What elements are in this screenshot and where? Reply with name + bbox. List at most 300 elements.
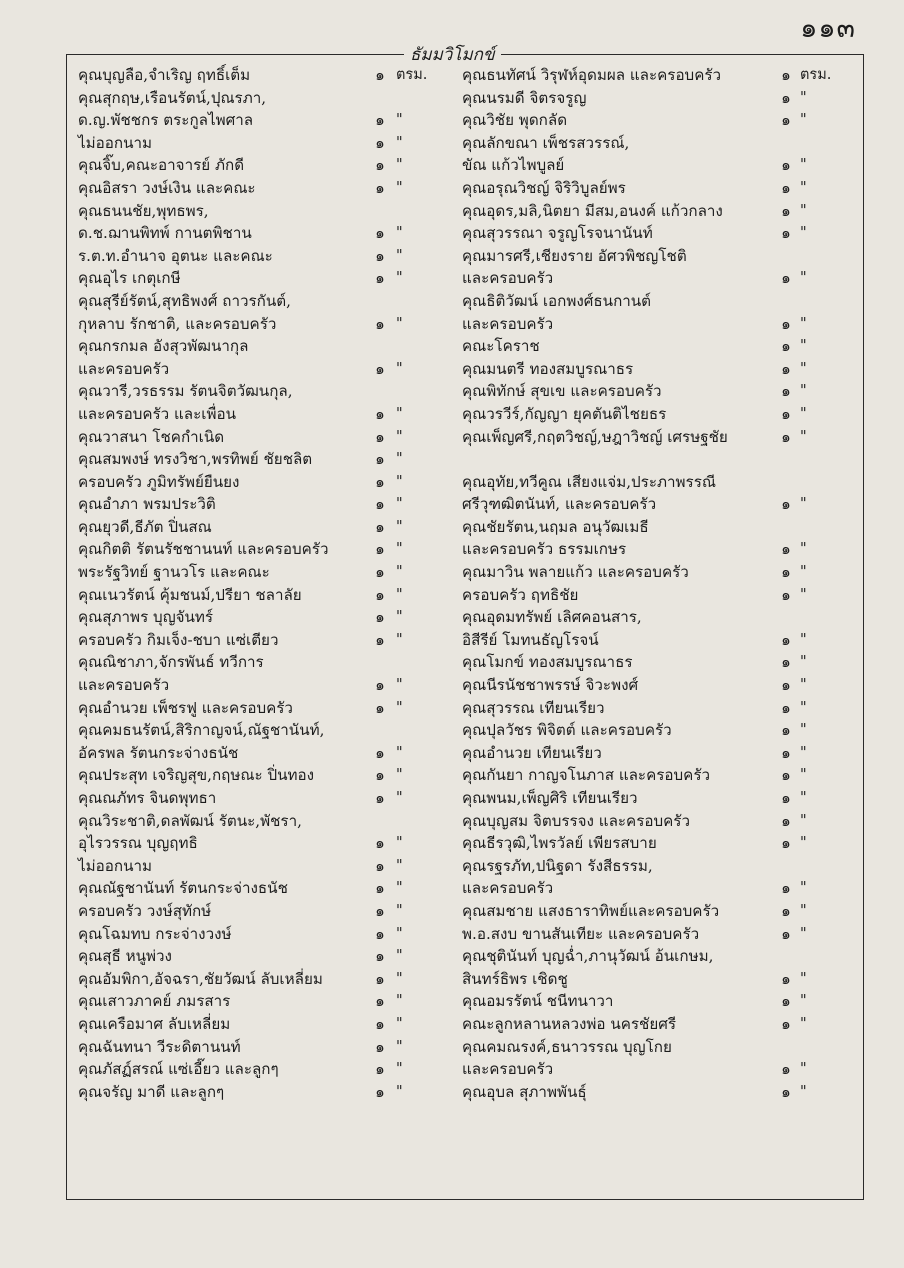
- donation-unit: ": [800, 744, 807, 761]
- donation-unit: ": [396, 496, 403, 513]
- donor-row: [462, 1058, 854, 1081]
- donor-name: อัครพล รัตนกระจ่างธนัช: [78, 743, 239, 762]
- donation-unit: ": [800, 586, 807, 603]
- donation-unit: ": [800, 202, 807, 219]
- donation-amount: ๑: [781, 156, 791, 175]
- donation-amount: ๑: [781, 201, 791, 220]
- donor-name: คุณรฐรภัท,ปนิฐดา รังสีธรรม,: [462, 856, 653, 875]
- donation-unit: ": [396, 541, 403, 558]
- donation-amount: ๑: [375, 834, 385, 853]
- donation-unit: ": [396, 518, 403, 535]
- donation-unit: ": [396, 360, 403, 377]
- donation-amount: ๑: [375, 404, 385, 423]
- donation-unit: ": [396, 1038, 403, 1055]
- donation-unit: ": [800, 496, 807, 513]
- donation-unit: ": [800, 383, 807, 400]
- donation-amount: ๑: [781, 337, 791, 356]
- donation-amount: ๑: [375, 1060, 385, 1079]
- donor-row: [462, 290, 854, 313]
- donor-row: [462, 742, 854, 765]
- donor-row: [462, 900, 854, 923]
- donor-name: คุณโมกข์ ทองสมบูรณาธร: [462, 653, 633, 672]
- donation-unit: ": [800, 89, 807, 106]
- donor-name: พ.อ.สงบ ขานสันเทียะ และครอบครัว: [462, 924, 700, 943]
- donation-amount: ๑: [375, 517, 385, 536]
- donation-unit: ": [396, 1061, 403, 1078]
- donor-row: [78, 245, 460, 268]
- donor-row: [462, 855, 854, 878]
- donor-name: คุณเครือมาศ ลับเหลี่ยม: [78, 1014, 231, 1033]
- donor-row: [78, 380, 460, 403]
- donor-name: คุณอุไร เกตุเกษี: [78, 269, 181, 288]
- donor-name: คุณสมชาย แสงธาราทิพย์และครอบครัว: [462, 901, 720, 920]
- donor-name: คุณสุวรรณ เทียนเรียว: [462, 698, 605, 717]
- donor-name: คุณวาสนา โชคกำเนิด: [78, 427, 225, 446]
- donor-row: [462, 471, 854, 494]
- donation-unit: ": [396, 1015, 403, 1032]
- donation-unit: ": [396, 744, 403, 761]
- donor-name: คุณณิชาภา,จักรพันธ์ ทวีการ: [78, 653, 264, 672]
- donor-row: [462, 1036, 854, 1059]
- donor-row: [78, 313, 460, 336]
- donation-amount: ๑: [375, 472, 385, 491]
- donation-amount: ๑: [781, 359, 791, 378]
- donation-amount: ๑: [375, 246, 385, 265]
- donation-unit: ": [800, 157, 807, 174]
- donor-name: ขัณ แก้วไพบูลย์: [462, 156, 565, 175]
- donation-amount: ๑: [375, 540, 385, 559]
- donor-row: [78, 538, 460, 561]
- donation-unit: ": [396, 970, 403, 987]
- donor-row: [78, 200, 460, 223]
- donor-row: [462, 245, 854, 268]
- donor-name: คุณประสุท เจริญสุข,กฤษณะ ปิ่นทอง: [78, 766, 315, 785]
- donation-amount: ๑: [375, 585, 385, 604]
- section-title: ธัมมวิโมกข์: [404, 41, 501, 68]
- donor-row: [462, 606, 854, 629]
- donor-name: ครอบครัว วงษ์สุทักษ์: [78, 901, 212, 920]
- donation-unit: ": [800, 225, 807, 242]
- donation-unit: ": [800, 1083, 807, 1100]
- donation-amount: ๑: [375, 269, 385, 288]
- donor-name: คุณภัสฏ์สรณ์ แซ่เอี๊ยว และลูกๆ: [78, 1060, 279, 1079]
- donation-amount: ๑: [375, 359, 385, 378]
- donor-row: [78, 584, 460, 607]
- donor-name: คุณณัฐชานันท์ รัตนกระจ่างธนัช: [78, 879, 288, 898]
- donor-row: [462, 313, 854, 336]
- donor-name: คุณมนตรี ทองสมบูรณาธร: [462, 359, 634, 378]
- donor-name: คณะโคราช: [462, 337, 540, 356]
- donation-amount: ๑: [781, 924, 791, 943]
- donor-row: [78, 177, 460, 200]
- donor-row: [462, 177, 854, 200]
- donor-name: คุณอรุณวิชญ์ จิริวิบูลย์พร: [462, 178, 626, 197]
- donation-unit: ": [396, 857, 403, 874]
- donation-amount: ๑: [781, 1060, 791, 1079]
- donor-row: [462, 968, 854, 991]
- donor-name: คุณกันยา กาญจโนภาส และครอบครัว: [462, 766, 710, 785]
- donation-unit: ": [800, 767, 807, 784]
- donation-unit: ตรม.: [396, 67, 428, 83]
- donation-amount: ๑: [375, 1082, 385, 1101]
- donor-row: [462, 538, 854, 561]
- donation-unit: ": [396, 677, 403, 694]
- donor-row: [462, 516, 854, 539]
- donor-name: คุณธิติวัฒน์ เอกพงศ์ธนกานต์: [462, 291, 652, 310]
- donation-unit: ": [800, 338, 807, 355]
- donation-unit: ": [800, 722, 807, 739]
- donor-row: [78, 719, 460, 742]
- donor-name: คุณธีรวุฒิ,ไพรวัลย์ เพียรสบาย: [462, 834, 657, 853]
- donation-unit: ": [800, 270, 807, 287]
- donation-amount: ๑: [375, 608, 385, 627]
- donation-unit: ": [800, 541, 807, 558]
- donation-amount: ๑: [781, 766, 791, 785]
- donor-row: [78, 787, 460, 810]
- donation-unit: ": [396, 473, 403, 490]
- donor-row: [462, 674, 854, 697]
- donation-amount: ๑: [781, 563, 791, 582]
- donation-amount: ๑: [781, 427, 791, 446]
- donation-unit: ": [396, 247, 403, 264]
- donor-row: [78, 109, 460, 132]
- donation-amount: ๑: [781, 879, 791, 898]
- donor-name: ครอบครัว ภูมิทรัพย์ยืนยง: [78, 472, 240, 491]
- donor-row: [78, 674, 460, 697]
- donor-row: [78, 64, 460, 87]
- donor-name: และครอบครัว: [78, 359, 170, 378]
- donation-unit: ": [396, 179, 403, 196]
- donor-name: คุณนรมดี จิตรจรูญ: [462, 88, 587, 107]
- donation-unit: ": [800, 677, 807, 694]
- donation-amount: ๑: [781, 269, 791, 288]
- donation-unit: ": [800, 970, 807, 987]
- donation-unit: ": [396, 699, 403, 716]
- donor-name: อิสีรีย์ โมทนธัญโรจน์: [462, 630, 599, 649]
- donation-unit: ": [800, 880, 807, 897]
- donation-amount: ๑: [375, 766, 385, 785]
- donation-unit: ": [800, 812, 807, 829]
- donor-row: [78, 945, 460, 968]
- donor-name: คุณพนม,เพ็ญศิริ เทียนเรียว: [462, 789, 638, 807]
- donation-amount: ๑: [781, 834, 791, 853]
- donor-name: คุณนีรนัชชาพรรษ์ จิวะพงศ์: [462, 676, 639, 695]
- donation-unit: ": [800, 835, 807, 852]
- donation-unit: ": [800, 925, 807, 942]
- donation-amount: ๑: [375, 1037, 385, 1056]
- donor-row: [462, 200, 854, 223]
- donation-amount: ๑: [781, 676, 791, 695]
- donation-amount: ๑: [781, 811, 791, 830]
- donor-row: [78, 87, 460, 110]
- donation-amount: ๑: [375, 743, 385, 762]
- donor-row: [78, 358, 460, 381]
- donor-name: และครอบครัว: [462, 269, 554, 288]
- donor-name: คุณฉันทนา วีระดิตานนท์: [78, 1037, 241, 1056]
- donor-name: ศรีวุฑฒิตนันท์, และครอบครัว: [462, 495, 657, 514]
- donor-name: คุณยุวดี,ธีภัต ปิ่นสณ: [78, 517, 212, 536]
- donor-name: คุณสุธี หนูพ่วง: [78, 947, 172, 966]
- donor-row: [78, 290, 460, 313]
- donor-row: [462, 426, 854, 449]
- donor-row: [78, 493, 460, 516]
- donor-name: ไม่ออกนาม: [78, 856, 153, 875]
- donor-row: [462, 335, 854, 358]
- donor-row: [462, 154, 854, 177]
- donor-row: [78, 764, 460, 787]
- donation-amount: ๑: [781, 721, 791, 740]
- donation-unit: ": [800, 1061, 807, 1078]
- donor-row: [78, 335, 460, 358]
- donor-name: คุณพิทักษ์ สุขเข และครอบครัว: [462, 382, 662, 401]
- donor-row: [78, 697, 460, 720]
- donor-name: คุณสุกฤษ,เรือนรัตน์,ปุณรภา,: [78, 88, 267, 107]
- donor-name: คุณสุรีย์รัตน์,สุทธิพงศ์ ถาวรกันต์,: [78, 291, 291, 310]
- donation-amount: ๑: [781, 1014, 791, 1033]
- donor-name: คุณธนทัศน์ วิรุฬห์อุดมผล และครอบครัว: [462, 66, 722, 84]
- donor-row: [462, 945, 854, 968]
- donor-name: คุณอิสรา วงษ์เงิน และคณะ: [78, 178, 256, 197]
- donor-name: ไม่ออกนาม: [78, 133, 153, 152]
- donation-amount: ๑: [375, 133, 385, 152]
- donor-name: คุณเสาวภาคย์ ภมรสาร: [78, 992, 231, 1011]
- donor-name: ครอบครัว กิมเจ็ง-ชบา แซ่เตียว: [78, 630, 279, 649]
- donation-amount: ๑: [781, 653, 791, 672]
- donor-row: [462, 64, 854, 87]
- donor-name: และครอบครัว: [462, 314, 554, 333]
- donor-row: [462, 810, 854, 833]
- donor-row: [462, 448, 854, 471]
- right-donor-column: [462, 64, 854, 1103]
- donor-row: [78, 810, 460, 833]
- page-number: ๑๑๓: [800, 13, 856, 44]
- donor-name: คุณอุดมทรัพย์ เลิศคอนสาร,: [462, 608, 642, 627]
- left-donor-column: [78, 64, 460, 1103]
- donation-unit: ": [800, 179, 807, 196]
- donation-amount: ๑: [781, 382, 791, 401]
- donor-row: [462, 267, 854, 290]
- donor-row: [462, 1013, 854, 1036]
- donation-unit: ": [396, 586, 403, 603]
- donation-unit: ": [800, 631, 807, 648]
- donation-unit: ": [800, 699, 807, 716]
- donation-unit: ": [396, 1083, 403, 1100]
- donor-row: [462, 764, 854, 787]
- donor-name: คุณธนนชัย,พุทธพร,: [78, 201, 209, 220]
- donor-name: คุณมารศรี,เชียงราย อัศวพิชญโชติ: [462, 246, 687, 265]
- donor-name: คุณอุบล สุภาพพันธุ์: [462, 1082, 587, 1101]
- donation-unit: ": [800, 405, 807, 422]
- donation-unit: ": [800, 315, 807, 332]
- donor-row: [462, 832, 854, 855]
- donor-row: [462, 697, 854, 720]
- donation-amount: ๑: [375, 879, 385, 898]
- donor-name: คุณเนวรัตน์ คุ้มชนม์,ปรียา ชลาลัย: [78, 585, 302, 604]
- donor-row: [78, 448, 460, 471]
- donation-amount: ๑: [375, 450, 385, 469]
- donation-amount: ๑: [781, 630, 791, 649]
- donation-unit: ": [396, 925, 403, 942]
- donation-amount: ๑: [375, 676, 385, 695]
- donation-amount: ๑: [781, 969, 791, 988]
- donor-row: [462, 923, 854, 946]
- donor-name: คุณสุวรรณา จรูญโรจนานันท์: [462, 224, 653, 243]
- donation-amount: ๑: [781, 901, 791, 920]
- donor-row: [462, 132, 854, 155]
- donor-row: [78, 877, 460, 900]
- donor-row: [462, 222, 854, 245]
- donor-name: ด.ญ.พัชชกร ตระกูลไพศาล: [78, 111, 254, 130]
- donor-name: คุณบุญลือ,จำเริญ ฤทธิ์เต็ม: [78, 66, 251, 84]
- donor-name: พระรัฐวิทย์ ฐานวโร และคณะ: [78, 563, 270, 582]
- donation-amount: ๑: [781, 698, 791, 717]
- donation-unit: ": [396, 157, 403, 174]
- donor-row: [78, 222, 460, 245]
- donation-amount: ๑: [375, 630, 385, 649]
- donor-name: ด.ช.ฌานพิทพ์ กานตพิชาน: [78, 224, 252, 243]
- donor-row: [462, 403, 854, 426]
- donor-row: [78, 855, 460, 878]
- donation-amount: ๑: [375, 1014, 385, 1033]
- donor-row: [78, 426, 460, 449]
- donor-row: [462, 87, 854, 110]
- donor-name: คุณจรัญ มาดี และลูกๆ: [78, 1082, 225, 1101]
- donation-amount: ๑: [375, 178, 385, 197]
- donor-name: คุณชุตินันท์ บุญฉ่ำ,ภานุวัฒน์ อ้นเกษม,: [462, 947, 714, 966]
- donor-row: [78, 1081, 460, 1104]
- donation-amount: ๑: [375, 66, 385, 84]
- donation-amount: ๑: [375, 901, 385, 920]
- donor-name: คุณลักขณา เพ็ชรสวรรณ์,: [462, 133, 630, 152]
- donation-unit: ": [396, 315, 403, 332]
- donation-unit: ": [396, 225, 403, 242]
- donor-row: [78, 742, 460, 765]
- donor-row: [462, 109, 854, 132]
- donor-row: [78, 651, 460, 674]
- donor-row: [78, 629, 460, 652]
- donation-unit: ": [396, 134, 403, 151]
- donor-row: [78, 1013, 460, 1036]
- donor-name: คุณสุภาพร บุญจันทร์: [78, 608, 214, 627]
- donor-row: [462, 787, 854, 810]
- donor-name: คุณอุดร,มลิ,นิตยา มีสม,อนงค์ แก้วกลาง: [462, 201, 723, 220]
- donor-row: [78, 267, 460, 290]
- donor-name: คุณคมธนรัตน์,สิริกาญจน์,ณัฐชานันท์,: [78, 721, 325, 740]
- donation-unit: ": [800, 902, 807, 919]
- donor-row: [462, 493, 854, 516]
- donor-row: [462, 651, 854, 674]
- donor-name: และครอบครัว: [462, 1060, 554, 1079]
- donor-name: และครอบครัว ธรรมเกษร: [462, 540, 627, 559]
- donor-name: คุณชัยรัตน,นฤมล อนุวัฒเมธี: [462, 517, 649, 536]
- donor-name: คุณอำนวย เพ็ชรฟู และครอบครัว: [78, 698, 293, 717]
- donor-row: [78, 516, 460, 539]
- donor-name: และครอบครัว และเพื่อน: [78, 404, 236, 423]
- donation-amount: ๑: [781, 1082, 791, 1101]
- donation-unit: ": [800, 428, 807, 445]
- donation-unit: ": [396, 993, 403, 1010]
- donor-name: คุณอุทัย,ทวีคูณ เสียงแจ่ม,ประภาพรรณี: [462, 472, 716, 491]
- donation-unit: ": [396, 405, 403, 422]
- donor-name: และครอบครัว: [462, 879, 554, 898]
- donor-name: คุณอมรรัตน์ ชนีทนาวา: [462, 992, 614, 1011]
- donor-row: [462, 358, 854, 381]
- donation-unit: ": [396, 880, 403, 897]
- donor-name: คุณปุลวัชร พิจิตต์ และครอบครัว: [462, 721, 672, 740]
- donor-name: กุหลาบ รักชาติ, และครอบครัว: [78, 314, 277, 333]
- donation-amount: ๑: [781, 992, 791, 1011]
- donor-row: [78, 832, 460, 855]
- donor-row: [78, 990, 460, 1013]
- donation-amount: ๑: [375, 314, 385, 333]
- donation-unit: ": [800, 360, 807, 377]
- donor-row: [78, 1058, 460, 1081]
- donation-unit: ": [396, 902, 403, 919]
- donor-row: [462, 877, 854, 900]
- donation-amount: ๑: [375, 427, 385, 446]
- donation-unit: ": [396, 564, 403, 581]
- donation-amount: ๑: [781, 585, 791, 604]
- donation-amount: ๑: [375, 947, 385, 966]
- donation-amount: ๑: [781, 224, 791, 243]
- donor-name: คุณอัมพิกา,อัจฉรา,ชัยวัฒน์ ลับเหลี่ยม: [78, 969, 323, 988]
- donation-amount: ๑: [781, 743, 791, 762]
- donor-row: [462, 584, 854, 607]
- donation-amount: ๑: [375, 992, 385, 1011]
- donor-row: [78, 471, 460, 494]
- donor-row: [78, 403, 460, 426]
- donor-row: [78, 561, 460, 584]
- donation-unit: ": [396, 112, 403, 129]
- donation-amount: ๑: [781, 404, 791, 423]
- donor-row: [78, 923, 460, 946]
- donation-amount: ๑: [375, 111, 385, 130]
- donor-name: ครอบครัว ฤทธิชัย: [462, 585, 579, 604]
- donor-name: และครอบครัว: [78, 676, 170, 695]
- donor-name: คุณวรวีร์,กัญญา ยุคตันติไชยธร: [462, 404, 667, 423]
- donation-amount: ๑: [781, 789, 791, 807]
- donor-name: คุณอำนวย เทียนเรียว: [462, 743, 602, 762]
- donation-amount: ๑: [781, 540, 791, 559]
- donation-amount: ๑: [375, 563, 385, 582]
- donor-row: [78, 606, 460, 629]
- donor-name: คุณจิ๊บ,คณะอาจารย์ ภักดี: [78, 156, 245, 175]
- donor-name: ร.ต.ท.อำนาจ อุตนะ และคณะ: [78, 246, 273, 265]
- donation-amount: ๑: [781, 495, 791, 514]
- donor-name: คุณกรกมล อังสุวพัฒนากุล: [78, 337, 249, 356]
- donation-amount: ๑: [375, 924, 385, 943]
- donor-row: [462, 380, 854, 403]
- donation-unit: ": [800, 564, 807, 581]
- donation-amount: ๑: [375, 789, 385, 807]
- donor-name: คุณวิชัย พุดกลัด: [462, 111, 568, 130]
- donor-row: [78, 132, 460, 155]
- donation-amount: ๑: [375, 856, 385, 875]
- donor-row: [462, 1081, 854, 1104]
- donation-unit: ": [800, 112, 807, 129]
- donor-name: คุณบุญสม จิตบรรจง และครอบครัว: [462, 811, 690, 830]
- donor-name: อุไรวรรณ บุญฤทธิ: [78, 834, 198, 853]
- donation-amount: ๑: [375, 224, 385, 243]
- donor-name: สินทร์ธิพร เชิดชู: [462, 969, 568, 988]
- donor-name: คุณโฉมทบ กระจ่างวงษ์: [78, 924, 232, 943]
- donor-row: [462, 990, 854, 1013]
- donation-amount: ๑: [375, 969, 385, 988]
- donation-amount: ๑: [375, 698, 385, 717]
- donation-amount: ๑: [781, 88, 791, 107]
- donor-name: คุณวารี,วรธรรม รัตนจิตวัฒนกุล,: [78, 382, 293, 401]
- donation-amount: ๑: [375, 495, 385, 514]
